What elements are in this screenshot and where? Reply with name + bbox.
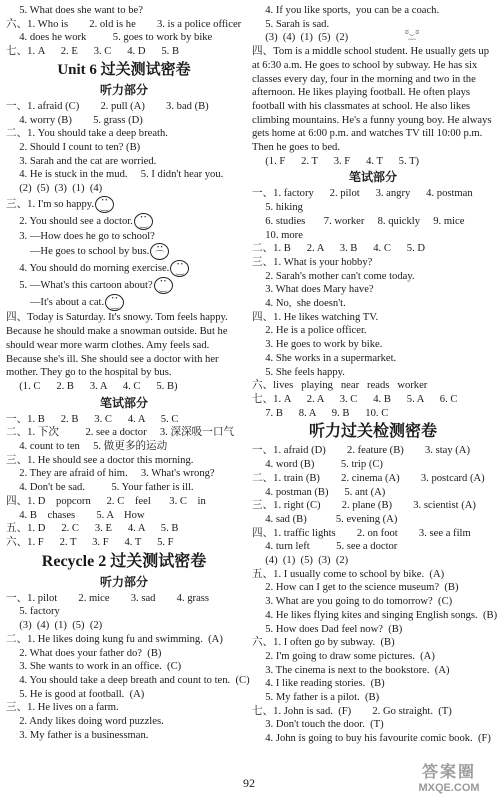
answer-line — [6, 454, 242, 468]
line-text: 3. He goes to work by bike. — [252, 339, 383, 351]
line-text: 4. You should take a deep breath and count to ten. (C) — [6, 674, 250, 686]
answer-line — [252, 297, 494, 311]
line-text: 一、1. pilot 2. mice 3. sad 4. grass — [6, 592, 210, 604]
answer-line — [252, 338, 494, 352]
answer-line — [6, 426, 242, 440]
answer-line — [252, 324, 494, 338]
answer-line — [6, 440, 242, 454]
subsection-heading — [6, 395, 242, 412]
happy-face-icon — [105, 294, 124, 311]
answer-line — [252, 229, 494, 243]
happy-face-icon — [170, 260, 189, 277]
line-text: 听力部分 — [99, 574, 148, 589]
answer-line — [6, 277, 242, 294]
answer-line — [6, 495, 242, 509]
happy-face-icon — [95, 196, 114, 213]
passage-text — [252, 45, 494, 155]
answer-line — [252, 444, 494, 458]
line-text: 六、1. Who is 2. old is he 3. is a police officer — [6, 18, 242, 30]
section-title — [6, 551, 242, 573]
answer-line — [252, 705, 494, 719]
line-text: 三、1. right (C) 2. plane (B) 3. scientist (A) — [252, 500, 476, 512]
line-text: 听力部分 — [99, 82, 148, 97]
line-text: 4. does he work 5. goes to work by bike — [6, 32, 213, 44]
line-text: 5. hiking — [252, 202, 303, 214]
line-text: 4. I like reading stories. (B) — [252, 678, 385, 690]
answer-line — [252, 352, 494, 366]
line-text: 5. My father is a pilot. (B) — [252, 692, 380, 704]
answer-line — [6, 294, 242, 311]
line-text: 5. —What's this cartoon about? — [6, 280, 153, 292]
answer-line — [252, 155, 494, 169]
right-column — [252, 4, 498, 746]
answer-line — [6, 481, 242, 495]
answer-line — [252, 554, 494, 568]
answer-line — [252, 472, 494, 486]
answer-line — [6, 4, 242, 18]
answer-line — [6, 509, 242, 523]
line-text: 2. They are afraid of him. 3. What's wrong? — [6, 468, 215, 480]
page-number: 92 — [243, 776, 255, 790]
line-text: 四、1. He likes watching TV. — [252, 311, 379, 323]
answer-line — [6, 380, 242, 394]
watermark-logo: 答案圈 — [421, 764, 476, 781]
line-text: 4. Don't be sad. 5. Your father is ill. — [6, 482, 194, 494]
line-text: 3. What does Mary have? — [252, 284, 374, 296]
answer-line — [6, 467, 242, 481]
answer-line — [252, 650, 494, 664]
answer-line — [252, 256, 494, 270]
line-text: 3. Don't touch the door. (T) — [252, 719, 384, 731]
answer-line — [252, 609, 498, 623]
line-text: 七、1. A 2. A 3. C 4. B 5. A 6. C — [252, 393, 458, 405]
answer-line — [252, 664, 494, 678]
answer-line — [6, 592, 242, 606]
happy-face-icon — [134, 213, 153, 230]
happy-face-icon — [154, 277, 173, 294]
answer-line — [252, 187, 494, 201]
line-text: 笔试部分 — [99, 395, 148, 410]
answer-line — [252, 458, 494, 472]
line-text: 5. How does Dad feel now? (B) — [252, 623, 403, 635]
section-title — [6, 60, 242, 81]
line-text: 六、1. F 2. T 3. F 4. T 5. F — [6, 536, 174, 548]
line-text: 4. postman (B) 5. ant (A) — [252, 486, 386, 498]
doodle-icon: ಠ‿ಠ ~~ — [404, 28, 420, 44]
line-text: 听力过关检测密卷 — [308, 423, 437, 441]
line-text: 二、1. B 2. A 3. B 4. C 5. D — [252, 243, 426, 255]
line-text: (3) (4) (1) (5) (2) — [252, 32, 349, 44]
line-text: 4. He likes flying kites and singing English songs. (B) — [252, 609, 498, 621]
answer-line — [6, 619, 242, 633]
line-text: 4. word (B) 5. trip (C) — [252, 459, 383, 471]
answer-line — [252, 499, 494, 513]
line-text: 4. B chases 5. A How — [6, 509, 145, 521]
line-text: 一、1. B 2. B 3. C 4. A 5. C — [6, 413, 179, 425]
answer-line — [252, 366, 494, 380]
subsection-heading — [6, 82, 242, 99]
line-text: 三、1. What is your hobby? — [252, 256, 373, 268]
answer-line — [6, 536, 242, 550]
answer-line — [252, 595, 494, 609]
answer-line — [6, 182, 242, 196]
line-text: 三、1. He should see a doctor this morning. — [6, 454, 194, 466]
line-text: 4. John is going to buy his favourite comic book. (F) — [252, 733, 491, 745]
answer-line — [252, 732, 494, 746]
answer-line — [6, 688, 242, 702]
answer-line — [252, 636, 494, 650]
section-title — [252, 421, 494, 443]
line-text: 2. He is a police officer. — [252, 325, 367, 337]
line-text: 四、1. traffic lights 2. on foot 3. see a film — [252, 527, 471, 539]
answer-line — [6, 45, 242, 59]
answer-line — [252, 31, 494, 45]
line-text: 2. I'm going to draw some pictures. (A) — [252, 650, 435, 662]
line-text: 四、1. D popcorn 2. C feel 3. C in — [6, 495, 206, 507]
line-text: 4. No, she doesn't. — [252, 298, 346, 310]
line-text: 二、1. He likes doing kung fu and swimming. (A) — [6, 633, 223, 645]
line-text: 2. What does your father do? (B) — [6, 647, 162, 659]
answer-line — [252, 393, 494, 407]
answer-line — [6, 243, 242, 260]
answer-line — [252, 311, 494, 325]
answer-line — [6, 647, 242, 661]
line-text: 五、1. D 2. C 3. E 4. A 5. B — [6, 523, 179, 535]
answer-line — [6, 633, 242, 647]
line-text: 3. —How does he go to school? — [6, 230, 155, 242]
line-text: Recycle 2 过关测试密卷 — [41, 552, 207, 570]
answer-line — [6, 674, 250, 688]
subsection-heading — [252, 169, 494, 186]
answer-line — [252, 527, 494, 541]
answer-line — [252, 270, 494, 284]
answer-line — [6, 168, 242, 182]
line-text: 10. more — [252, 229, 303, 241]
answer-line — [6, 715, 242, 729]
line-text: 四、Tom is a middle school student. He usually gets up at 6:30 a.m. He goes to school by subway. He has six classes every day, four in the morning and two in the afternoon. He likes playing football. He often plays football with his classmates at school. He also likes climbing mountains. He's a funny young boy. He always gets home at 6:00 p.m. and watches TV till 10:00 p.m. Then he goes to bed. — [252, 46, 492, 154]
line-text: 3. The cinema is next to the bookstore. (A) — [252, 664, 450, 676]
answer-line — [252, 242, 494, 256]
answer-line — [252, 379, 494, 393]
line-text: (3) (4) (1) (5) (2) — [6, 620, 103, 632]
line-text: 一、1. afraid (D) 2. feature (B) 3. stay (A) — [252, 445, 470, 457]
line-text: 2. Should I count to ten? (B) — [6, 141, 141, 153]
line-text: 4. She works in a supermarket. — [252, 352, 397, 364]
line-text: 笔试部分 — [348, 170, 397, 185]
line-text: 2. Andy likes doing word puzzles. — [6, 716, 164, 728]
line-text: —He goes to school by bus. — [6, 246, 150, 258]
answer-line — [6, 31, 242, 45]
answer-line — [6, 660, 242, 674]
line-text: (1. F 2. T 3. F 4. T 5. T) — [252, 155, 420, 167]
line-text: 5. She feels happy. — [252, 366, 345, 378]
line-text: 六、lives playing near reads worker — [252, 380, 428, 392]
line-text: 4. worry (B) 5. grass (D) — [6, 114, 143, 126]
watermark — [404, 764, 494, 798]
line-text: 三、1. He lives on a farm. — [6, 702, 119, 714]
answer-line — [252, 718, 494, 732]
line-text: —It's about a cat. — [6, 297, 105, 309]
line-text: Unit 6 过关测试密卷 — [57, 61, 191, 78]
line-text: 3. Sarah and the cat are worried. — [6, 155, 157, 167]
answer-line — [252, 283, 494, 297]
answer-line — [252, 4, 494, 18]
answer-line — [6, 18, 242, 32]
answer-line — [252, 623, 494, 637]
line-text: 3. My father is a businessman. — [6, 729, 149, 741]
line-text: 五、1. I usually come to school by bike. (A) — [252, 568, 445, 580]
line-text: 2. How can I get to the science museum? (B) — [252, 582, 459, 594]
passage-text — [6, 311, 242, 380]
subsection-heading — [6, 574, 242, 591]
line-text: 四、Today is Saturday. It's snowy. Tom feels happy. Because he should make a snowman outside. But he should wear more warm clothes. Amy feels sad. Because she's ill. She should see a doctor with her mother. They go to the hospital by bus. — [6, 312, 228, 379]
watermark-url: MXQE.COM — [418, 782, 480, 794]
answer-line — [252, 513, 494, 527]
line-text: 4. You should do morning exercise. — [6, 263, 170, 275]
line-text: 三、1. I'm so happy. — [6, 198, 95, 210]
line-text: 七、1. A 2. E 3. C 4. D 5. B — [6, 46, 180, 58]
line-text: (2) (5) (3) (1) (4) — [6, 183, 103, 195]
answer-line — [252, 691, 494, 705]
answer-line — [6, 605, 242, 619]
answer-line — [252, 201, 494, 215]
answer-line — [6, 701, 242, 715]
line-text: 2. Sarah's mother can't come today. — [252, 270, 415, 282]
line-text: 六、1. I often go by subway. (B) — [252, 637, 395, 649]
answer-line — [252, 581, 494, 595]
line-text: 5. What does she want to be? — [6, 5, 143, 16]
line-text: 3. She wants to work in an office. (C) — [6, 661, 182, 673]
answer-line — [252, 486, 494, 500]
line-text: (1. C 2. B 3. A 4. C 5. B) — [6, 380, 178, 392]
answer-line — [6, 127, 242, 141]
sad-face-icon — [150, 243, 169, 260]
answer-line — [252, 407, 494, 421]
line-text: 一、1. afraid (C) 2. pull (A) 3. bad (B) — [6, 100, 209, 112]
line-text: 6. studies 7. worker 8. quickly 9. mice — [252, 215, 465, 227]
line-text: 4. turn left 5. see a doctor — [252, 541, 398, 553]
line-text: 4. sad (B) 5. evening (A) — [252, 513, 398, 525]
answer-line — [6, 260, 242, 277]
line-text: 5. He is good at football. (A) — [6, 688, 145, 700]
answer-line — [6, 413, 242, 427]
line-text: 4. If you like sports, you can be a coach. — [252, 5, 440, 16]
line-text: 5. factory — [6, 606, 60, 618]
answer-line — [6, 213, 242, 230]
line-text: 3. What are you going to do tomorrow? (C) — [252, 596, 453, 608]
answer-line — [252, 18, 494, 32]
answer-line — [6, 155, 242, 169]
answer-line — [6, 230, 242, 244]
line-text: 二、1. 下次 2. see a doctor 3. 深深吸一口气 — [6, 427, 235, 439]
line-text: 2. You should see a doctor. — [6, 215, 133, 227]
answer-line — [6, 196, 242, 213]
line-text: 二、1. You should take a deep breath. — [6, 128, 168, 140]
answer-line — [6, 141, 242, 155]
answer-line — [6, 100, 242, 114]
left-column — [6, 4, 250, 742]
line-text: 二、1. train (B) 2. cinema (A) 3. postcard (A) — [252, 472, 485, 484]
answer-line — [6, 114, 242, 128]
answer-line — [252, 215, 494, 229]
answer-line — [6, 522, 242, 536]
line-text: 4. count to ten 5. 做更多的运动 — [6, 441, 168, 453]
answer-line — [252, 540, 494, 554]
line-text: 5. Sarah is sad. — [252, 18, 330, 30]
answer-line — [252, 568, 494, 582]
line-text: (4) (1) (5) (3) (2) — [252, 555, 349, 567]
line-text: 一、1. factory 2. pilot 3. angry 4. postman — [252, 188, 473, 200]
answer-line — [252, 677, 494, 691]
line-text: 七、1. John is sad. (F) 2. Go straight. (T) — [252, 705, 452, 717]
answer-line — [6, 729, 242, 743]
line-text: 7. B 8. A 9. B 10. C — [252, 407, 389, 419]
line-text: 4. He is stuck in the mud. 5. I didn't hear you. — [6, 169, 224, 181]
